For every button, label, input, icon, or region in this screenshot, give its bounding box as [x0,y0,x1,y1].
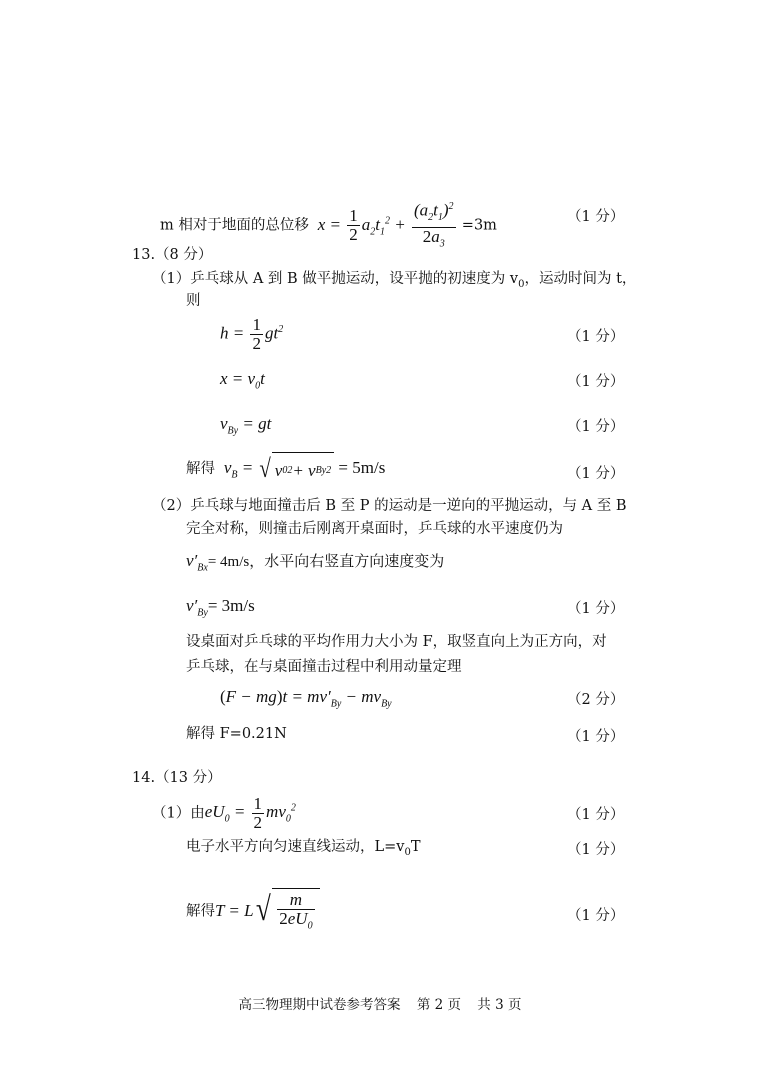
q14-solve-label: 解得 [186,903,215,920]
score-5: （1 分） [567,466,625,482]
f-result: 解得 F=0.21N [186,726,287,742]
eq-horizontal: $x = v_0t$ [220,369,265,392]
displacement-label: m 相对于地面的总位移 [160,217,309,234]
q13-part1-then: 则 [186,293,201,309]
score-6: （1 分） [567,601,625,617]
score-1: （1 分） [567,209,625,225]
score-10: （1 分） [567,842,625,858]
q13-part1-a: （1）乒乓球从 A 到 B 做平抛运动，设平抛的初速度为 v [152,271,519,287]
vby-prime-result: = 3m/s [207,596,255,615]
q13-header: 13.（8 分） [132,247,213,263]
footer-title: 高三物理期中试卷参考答案 [238,997,401,1013]
score-11: （1 分） [567,908,625,924]
solve-label-1: 解得 [186,460,215,477]
q14-part1-b-tail: T [410,839,421,855]
q13-part2-c: 设桌面对乒乓球的平均作用力大小为 F，取竖直向上为正方向，对 [186,634,607,650]
eq-vbx: $v'_{Bx}= 4m/s$，水平向右竖直方向速度变为 [186,551,445,574]
score-9: （1 分） [567,807,625,823]
score-7: （2 分） [567,692,625,708]
footer-page: 第 2 页 [416,997,461,1013]
eq-height: h = $\frac{1}{2}$ $gt^2$ [220,315,284,353]
displacement-formula: x = $\frac{1}{2}$ $a_2t_1^2$ + $\frac{(a_2t_1)^2}{2a_3}$ [313,215,461,234]
page-footer [0,993,760,1013]
score-3: （1 分） [567,374,625,390]
q14-part1-b: 电子水平方向匀速直线运动，$L=v_0T$ [186,839,421,858]
eq-vertical-velocity: $v_{By}$ = gt [220,414,272,437]
q14-part1-label: （1）由 [152,805,205,822]
q14-part1-b-text: 电子水平方向匀速直线运动，L=v [186,839,405,855]
q13-part2-b: 完全对称，则撞击后刚离开桌面时，乒乓球的水平速度仍为 [186,521,563,537]
footer-total: 共 3 页 [477,997,522,1013]
q13-part1-text: （1）乒乓球从 A 到 B 做平抛运动，设平抛的初速度为 $v_0$，运动时间为 t， [152,271,637,290]
eq-vby-prime: $v'_{By}= 3m/s$ [186,596,255,619]
eq-period: 解得T = L √ $\frac{m}{2eU_0}$ [186,888,320,935]
score-2: （1 分） [567,329,625,345]
q14-part1-eq: （1）由$eU_0$ = $\frac{1}{2}$ $mv_0^2$ [152,794,296,832]
q14-header: 14.（13 分） [132,770,222,786]
q13-part2-a: （2）乒乓球与地面撞击后 B 至 P 的运动是一逆向的平抛运动，与 A 至 B [152,498,627,514]
score-8: （1 分） [567,729,625,745]
vb-result: = 5m/s [338,457,386,477]
q13-part2-d: 乒乓球，在与桌面撞击过程中利用动量定理 [186,659,462,675]
q13-part1-b: ，运动时间为 t， [524,271,637,287]
eq-vb-solve: 解得 $v_B$ = √ v 0 2 + v By 2 = 5m/s [186,452,385,486]
displacement-result: =3m [461,217,497,234]
vbx-result: = 4m/s，水平向右竖直方向速度变为 [207,554,445,570]
score-4: （1 分） [567,419,625,435]
eq-momentum: $(F - mg)t = mv'_{By} - mv_{By}$ [220,687,392,710]
